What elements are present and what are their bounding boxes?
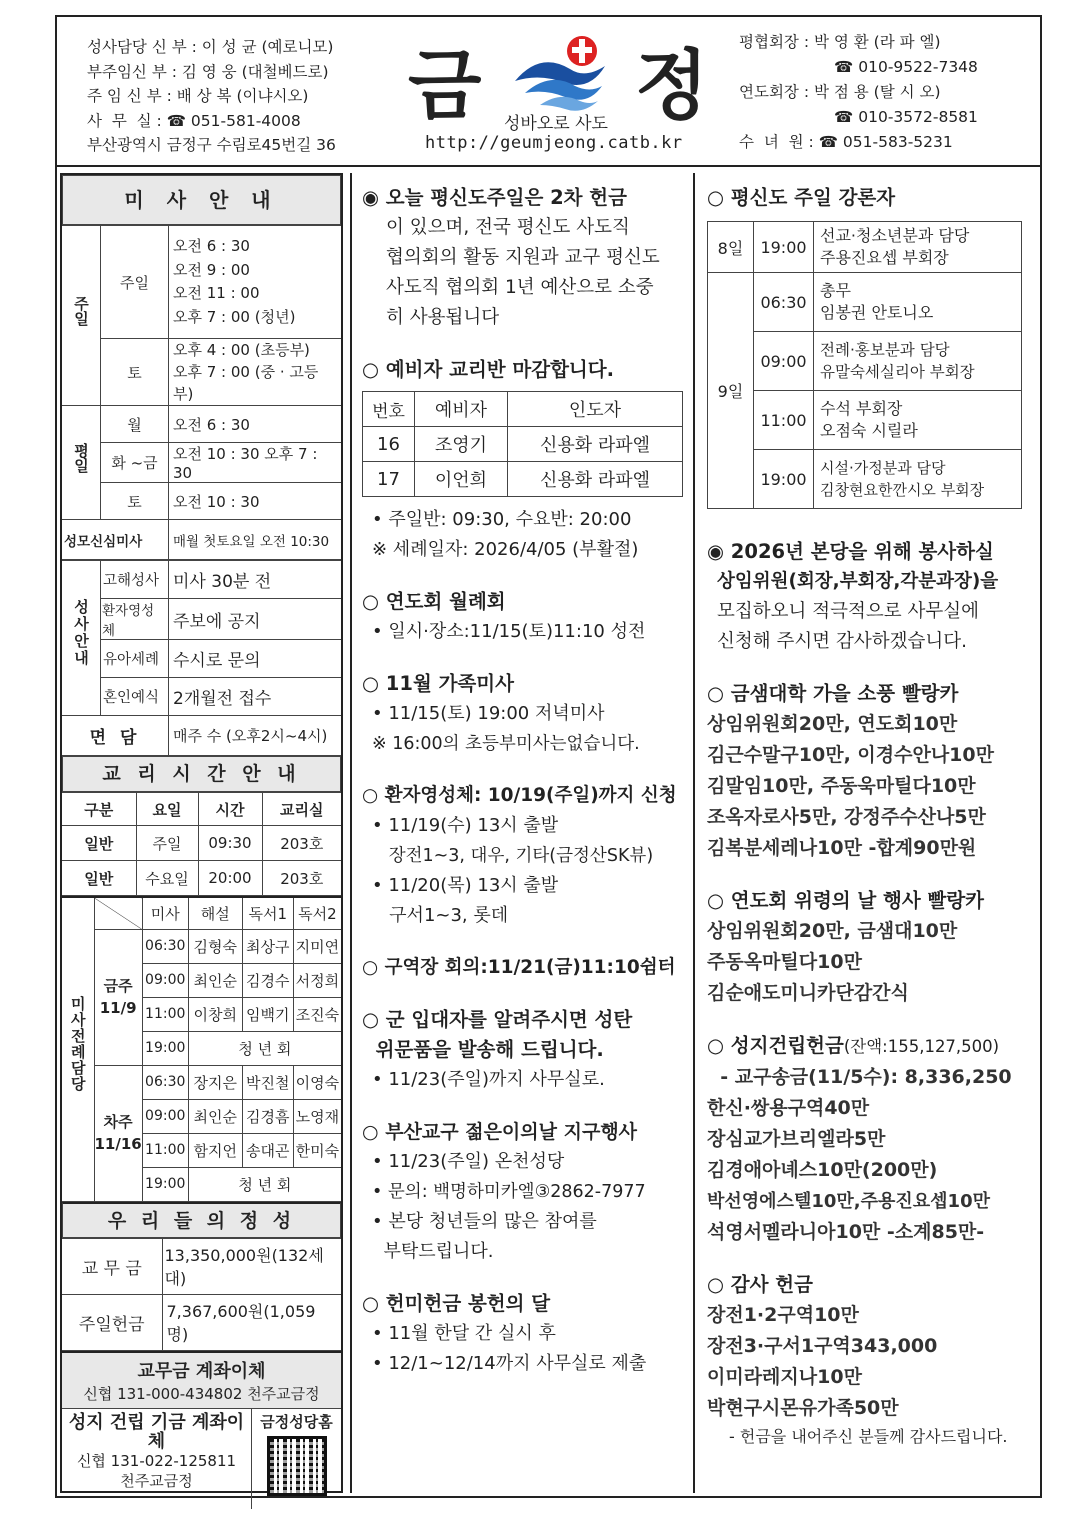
notice-rice-offering-heading: ○ 헌미헌금 봉헌의 달 [362,1292,551,1315]
donor-line: 장전1·2구역10만 [707,1304,859,1326]
rota-mass-time: 09:00 [142,1099,188,1133]
catechumen-header: 인도자 [508,392,683,427]
lecturer-time: 06:30 [754,273,814,332]
clergy-line: 주 임 신 부 : 배 상 복 (이냐시오) [87,87,309,105]
yeondo-event-donors [707,916,1040,1009]
building-offering-balance: (잔액:155,127,500) [843,1037,1000,1056]
donor-line: 상임위원회20만, 연도회10만 [707,713,958,735]
catechumen-cell: 17 [363,462,415,497]
catechism-cell: 일반 [62,826,136,861]
donor-total: 석영서멜라니아10만 -소계85만- [707,1221,985,1243]
council-phone: ☎ 010-3572-8581 [834,108,978,126]
lecturer-name [814,332,1022,391]
saturday-weekday-time: 오전 10 : 30 [169,483,342,520]
notice-line: 신청해 주시면 감사하겠습니다. [717,631,967,652]
spacer [362,333,693,355]
notice-district-meeting-heading: ○ 구역장 회의:11/21(금)11:10쉼터 [362,957,676,978]
mass-time: 오후 7 : 00 (청년) [173,307,296,326]
lecturer-day: 8일 [708,222,754,273]
left-column [60,173,343,1493]
notice-line: 상임위원(회장,부회장,각분과장)을 [717,571,999,592]
heart-mass-time: 매월 첫토요일 오전 10:30 [169,520,342,560]
rice-offering-line: • 11월 한달 간 실시 후 [372,1323,556,1344]
homepage-qr[interactable] [252,1409,341,1509]
catechism-cell: 수요일 [136,861,198,896]
youth-day-line: • 본당 청년들의 많은 참여를 [372,1211,597,1232]
rota-header: 독서2 [293,897,341,929]
spacer [362,1095,693,1117]
rota-youth: 청 년 회 [188,1167,341,1201]
donor-line: 조옥자로사5만, 강정주수산나5만 [707,806,986,828]
catechumen-cell: 신용화 라파엘 [508,427,683,462]
sick-communion-line: • 11/19(수) 13시 출발 [372,815,559,836]
council-line: 평협회장 : 박 영 환 (라 파 엘) [739,33,941,51]
lecturer-role: 수석 부회장 [820,399,903,418]
rota-mass-time: 19:00 [142,1031,188,1065]
catechumen-header: 예비자 [415,392,508,427]
sacrament-info: 2개월전 접수 [169,678,342,716]
rota-cell: 노영재 [293,1099,341,1133]
spacer [707,1009,1040,1031]
mass-schedule-table [62,225,341,560]
notice-family-mass-detail: • 11/15(토) 19:00 저녁미사 [372,703,605,724]
tue-fri-time: 오전 10 : 30 오후 7 : 30 [169,443,342,483]
counsel-time: 매주 수 (오후2시~4시) [169,716,342,756]
notice-laity-sunday-body [362,213,693,333]
saturday-weekday-label: 토 [101,483,169,520]
spacer [362,1267,693,1289]
qr-label: 금정성당홈 [260,1412,333,1431]
sacrament-table [62,560,341,756]
lecturer-name [814,222,1022,273]
lecturer-time: 09:00 [754,332,814,391]
building-fund-info [62,1409,252,1509]
donor-line: 장전3·구서1구역343,000 [707,1335,938,1357]
lecturer-day: 9일 [708,273,754,509]
spacer [362,647,693,669]
sacrament-name: 혼인예식 [101,678,169,716]
offering-amount: 7,367,600원(1,059명) [162,1294,341,1350]
catechumen-header: 번호 [363,392,415,427]
catechism-title: 교 리 시 간 안 내 [62,756,341,792]
monday-label: 월 [101,406,169,443]
convent-phone: 수 녀 원 : ☎ 051-583-5231 [739,133,953,151]
donor-line: 김근수말구10만, 이경수안나10만 [707,744,994,766]
catechism-table [62,792,341,896]
notice-military-heading [362,1005,693,1065]
rota-cell: 이영숙 [293,1065,341,1099]
notice-sick-communion-heading: ○ 환자영성체: 10/19(주일)까지 신청 [362,785,677,806]
building-offering-heading [707,1031,1040,1062]
monday-time: 오전 6 : 30 [169,406,342,443]
weekday-group-label [62,406,101,520]
saturday-times [169,339,342,406]
building-offering-donors [707,1062,1040,1248]
patron-saint: 성바오로 사도 [504,114,608,134]
catechism-cell: 일반 [62,861,136,896]
rota-cell: 최상구 [242,929,293,963]
rota-cell: 김경흠 [242,1099,293,1133]
catechism-cell: 09:30 [198,826,262,861]
rota-week-label: 차주 11/16 [94,1113,142,1153]
rota-week-this [94,929,142,1065]
rota-week-next [94,1065,142,1201]
donor-line: 이미라레지나10만 [707,1366,862,1388]
mass-title: 미 사 안 내 [62,175,341,225]
youth-day-line: • 문의: 백명하미카엘③2862-7977 [372,1182,646,1202]
rota-cell: 김경수 [242,963,293,997]
clergy-info [87,35,336,158]
sacrament-info: 미사 30분 전 [169,561,342,599]
donor-total: 김복분세레나10만 -합계90만원 [707,837,977,859]
spacer [362,565,693,587]
spacer [707,1248,1040,1270]
rota-youth: 청 년 회 [188,1031,341,1065]
donor-line: 한신·쌍용구역40만 [707,1097,870,1119]
rota-cell: 함지언 [188,1133,242,1167]
baptism-date: ※ 세례일자: 2026/4/05 (부활절) [372,539,639,560]
lecturer-time: 11:00 [754,391,814,450]
dues-transfer-account: 신협 131-000-434802 천주교금정 [83,1384,320,1403]
catechism-cell: 주일 [136,826,198,861]
sunday-label: 주일 [101,226,169,339]
sick-communion-line: 구서1~3, 롯데 [372,905,509,926]
lecturer-heading: ○ 평신도 주일 강론자 [707,186,896,209]
notice-yeondo-heading: ○ 연도회 월례회 [362,590,506,613]
rota-header: 해설 [188,897,242,929]
parish-website-link[interactable]: http://geumjeong.catb.kr [425,133,683,153]
spacer [362,931,693,953]
lecturer-time: 19:00 [754,222,814,273]
sick-communion-line: 장전1~3, 대우, 기타(금정산SK뷰) [372,846,654,866]
notice-line: ○ 군 입대자를 알려주시면 성탄 [362,1008,633,1031]
spacer [707,509,1040,537]
notice-family-mass-note: ※ 16:00의 초등부미사는없습니다. [372,734,640,754]
notice-line: 모집하오니 적극적으로 사무실에 [717,601,979,622]
notice-military-detail: • 11/23(주일)까지 사무실로. [372,1069,605,1090]
spacer [362,759,693,781]
donor-line: - 교구송금(11/5수): 8,336,250 [707,1066,1012,1088]
lecturer-name [814,273,1022,332]
sacrament-name: 고해성사 [101,561,169,599]
donor-line: 박선영에스텔10만,주용진요셉10만 [707,1191,990,1212]
mass-time: 오전 11 : 00 [173,284,260,302]
catechumen-cell: 조영기 [415,427,508,462]
catechism-header: 시간 [198,793,262,826]
notice-family-mass-heading: ○ 11월 가족미사 [362,672,514,695]
sunday-group-text: 주일 [72,295,90,326]
yeondo-event-heading: ○ 연도회 위령의 날 행사 빨랑카 [707,889,985,912]
sacrament-group-label [62,561,101,716]
lecturer-role: 총무 [820,281,851,300]
college-picnic-heading: ○ 금샘대학 가을 소풍 빨랑카 [707,682,959,705]
committee-recruit-heading: ◉ 2026년 본당을 위해 봉사하실 [707,540,994,563]
rota-mass-time: 06:30 [142,1065,188,1099]
lecturer-role: 시설·가정분과 담당 [820,459,946,477]
donor-line: 김순애도미니카단감간식 [707,982,909,1004]
rota-cell: 박진철 [242,1065,293,1099]
rice-offering-line: • 12/1~12/14까지 사무실로 제출 [372,1353,647,1374]
building-fund-box [62,1409,341,1509]
notice-youth-day-heading: ○ 부산교구 젊은이의날 지구행사 [362,1121,638,1143]
notice-catechumen-heading: ○ 예비자 교리반 마감합니다. [362,358,614,381]
thanks-footer: - 헌금을 내어주신 분들께 감사드립니다. [729,1427,1008,1446]
notice-line: 위문품을 발송해 드립니다. [362,1038,604,1061]
counsel-label: 면 담 [62,716,169,756]
lecturer-person: 주용진요셉 부회장 [820,248,949,267]
building-fund-holder: 천주교금정 [120,1471,193,1490]
rota-header: 미사 [142,897,188,929]
lecturer-person: 유말숙세실리아 부회장 [820,363,975,381]
rota-cell: 서정희 [293,963,341,997]
lecturer-role: 전례·홍보분과 담당 [820,341,950,359]
lecturer-name [814,450,1022,509]
spacer [707,864,1040,886]
lecturer-person: 오점숙 시릴라 [820,421,918,440]
notice-line: 히 사용됩니다 [386,307,500,328]
sick-communion-line: • 11/20(목) 13시 출발 [372,875,559,896]
notice-laity-sunday-heading: ◉ 오늘 평신도주일은 2차 헌금 [362,186,627,209]
committee-recruit-body [707,567,1040,657]
title-geum: 금 [408,41,482,130]
rota-mass-time: 11:00 [142,1133,188,1167]
donor-line: 박현구시몬유가족50만 [707,1397,899,1419]
rota-cell: 장지은 [188,1065,242,1099]
catechumen-cell: 신용화 라파엘 [508,462,683,497]
sacrament-info: 주보에 공지 [169,599,342,640]
rota-cell: 최인순 [188,963,242,997]
youth-day-line: 부탁드립니다. [372,1241,494,1262]
lecturer-time: 19:00 [754,450,814,509]
mass-time: 오후 4 : 00 (초등부) [173,341,310,359]
bulletin-frame [55,15,1042,1498]
rota-week-label: 금주 11/9 [99,977,137,1017]
dues-transfer-title: 교무금 계좌이체 [137,1360,266,1382]
rota-cell: 김형숙 [188,929,242,963]
parish-logo-icon [510,31,610,113]
donor-line: 김말임10만, 주동욱마틸다10만 [707,775,976,797]
rota-cell: 지미연 [293,929,341,963]
catechumen-table [362,391,683,497]
rota-cell: 이창희 [188,997,242,1031]
catechumen-cell: 16 [363,427,415,462]
notice-line: 협의회의 활동 지원과 교구 평신도 [386,247,660,268]
college-picnic-donors [707,709,1040,864]
sacrament-info: 수시로 문의 [169,640,342,678]
dues-transfer-box [62,1351,341,1409]
rota-corner [94,897,142,929]
youth-day-line: • 11/23(주일) 온천성당 [372,1151,565,1172]
mass-time: 오후 7 : 00 (중 · 고등부) [173,363,319,403]
catechism-header: 교리실 [262,793,341,826]
catechism-header: 구분 [62,793,136,826]
saturday-label: 토 [101,339,169,406]
catechism-header: 요일 [136,793,198,826]
rota-group-text: 미사전례담당 [68,996,87,1093]
rota-cell: 송대곤 [242,1133,293,1167]
clergy-line: 부주임신 부 : 김 영 웅 (대철베드로) [87,62,329,81]
donor-line: 주동옥마틸다10만 [707,951,862,973]
offering-label: 주일헌금 [62,1294,162,1350]
sacrament-name: 유아세례 [101,640,169,678]
offering-title: 우 리 들 의 정 성 [62,1202,341,1238]
catechism-cell: 20:00 [198,861,262,896]
tue-fri-label: 화 ~금 [101,443,169,483]
address: 부산광역시 금정구 수림로45번길 36 [87,136,336,154]
rota-mass-time: 09:00 [142,963,188,997]
notice-line: 이 있으며, 전국 평신도 사도직 [386,217,630,238]
qr-code-icon[interactable] [267,1436,327,1496]
rota-mass-time: 11:00 [142,997,188,1031]
offering-label: 교 무 금 [62,1238,162,1294]
rota-header: 독서1 [242,897,293,929]
lecturer-person: 김창현요한깐시오 부회장 [820,481,985,499]
notice-yeondo-detail: • 일시·장소:11/15(토)11:10 성전 [372,621,646,642]
clergy-line: 성사담당 신 부 : 이 성 균 (예로니모) [87,38,334,56]
catechism-cell: 203호 [262,826,341,861]
rota-cell: 한미숙 [293,1133,341,1167]
building-fund-account: 신협 131-022-125811 [76,1451,237,1470]
council-line: 연도회장 : 박 점 용 (탈 시 오) [739,83,941,101]
notice-line: 사도직 협의회 1년 예산으로 소중 [386,277,654,298]
sacrament-name: 환자영성체 [101,599,169,640]
right-column [702,173,1040,1493]
heart-mass-label: 성모신심미사 [62,520,169,560]
title-jeong: 정 [635,41,709,130]
mass-time: 오전 6 : 30 [173,237,250,255]
mass-time: 오전 9 : 00 [173,260,250,279]
rota-mass-time: 19:00 [142,1167,188,1201]
sacrament-group-text: 성사안내 [72,599,90,667]
sunday-group-label [62,226,101,406]
donor-line: 상임위원회20만, 금샘대10만 [707,920,958,942]
offering-table [62,1238,341,1351]
lecturer-role: 선교·청소년분과 담당 [820,226,970,245]
lecturer-table [707,221,1022,509]
donor-line: 장심교가브리엘라5만 [707,1128,886,1150]
office-phone: 사 무 실 : ☎ 051-581-4008 [87,111,301,130]
thanks-offering-donors [707,1300,1040,1424]
bulletin-header [57,17,1040,167]
building-fund-title: 성지 건립 기금 계좌이체 [68,1411,245,1452]
catechumen-cell: 이언희 [415,462,508,497]
catechism-cell: 203호 [262,861,341,896]
lecturer-person: 임봉권 안토니오 [820,303,934,322]
building-offering-title: ○ 성지건립헌금 [707,1034,844,1057]
rota-mass-time: 06:30 [142,929,188,963]
council-phone: ☎ 010-9522-7348 [834,58,978,76]
rota-cell: 임백기 [242,997,293,1031]
middle-column [350,173,695,1493]
rota-cell: 최인순 [188,1099,242,1133]
council-info [739,30,978,155]
sunday-times [169,226,342,339]
lecturer-name [814,391,1022,450]
spacer [362,983,693,1005]
thanks-offering-heading: ○ 감사 헌금 [707,1273,813,1296]
catechumen-schedule: • 주일반: 09:30, 수요반: 20:00 [372,509,632,530]
rota-cell: 조진숙 [293,997,341,1031]
rota-group-label [62,897,94,1201]
weekday-group-text: 평일 [72,442,90,473]
liturgy-rota-table [62,896,341,1202]
spacer [707,657,1040,679]
offering-amount: 13,350,000원(132세대) [162,1238,341,1294]
donor-line: 김경애아녜스10만(200만) [707,1159,938,1181]
